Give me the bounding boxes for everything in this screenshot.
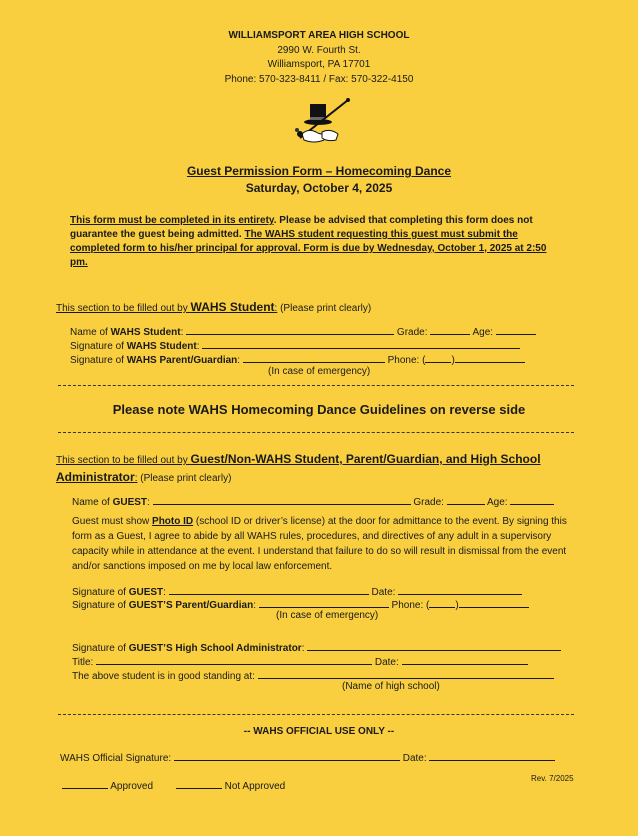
not-approved-checkbox[interactable] bbox=[176, 778, 222, 789]
student-name-field[interactable] bbox=[186, 324, 394, 335]
good-standing-row: The above student is in good standing at: bbox=[72, 668, 554, 682]
guest-signature-row: Signature of GUEST: Date: bbox=[72, 584, 522, 598]
student-parent-area-code-field[interactable] bbox=[425, 352, 451, 363]
guest-name-field[interactable] bbox=[153, 494, 411, 505]
student-parent-signature-row: Signature of WAHS Parent/Guardian: Phone: ( ) bbox=[70, 352, 525, 366]
official-signature-row: WAHS Official Signature: Date: bbox=[60, 750, 555, 764]
school-address-street: 2990 W. Fourth St. bbox=[277, 45, 361, 56]
student-emergency-note: (In case of emergency) bbox=[268, 366, 371, 377]
admin-signature-row: Signature of GUEST’S High School Administrator: bbox=[72, 640, 561, 654]
top-hat-cane-gloves-icon bbox=[292, 98, 352, 146]
guest-parent-signature-row: Signature of GUEST’S Parent/Guardian: Phone: ( ) bbox=[72, 597, 529, 611]
guest-signature-field[interactable] bbox=[169, 584, 369, 595]
approved-checkbox[interactable] bbox=[62, 778, 108, 789]
guest-section-heading: This section to be filled out by Guest/Non-WAHS Student, Parent/Guardian, and High School bbox=[56, 452, 541, 466]
form-title: Guest Permission Form – Homecoming Dance bbox=[186, 164, 452, 178]
school-name-note: (Name of high school) bbox=[342, 681, 440, 692]
event-date: Saturday, October 4, 2025 bbox=[245, 181, 393, 195]
high-school-name-field[interactable] bbox=[258, 668, 554, 679]
notice-entirety: This form must be completed in its entirety bbox=[70, 215, 274, 226]
school-address-city: Williamsport, PA 17701 bbox=[267, 59, 371, 70]
divider bbox=[58, 432, 574, 433]
admin-title-field[interactable] bbox=[96, 654, 372, 665]
guest-agreement-paragraph: Guest must show Photo ID (school ID or driver’s license) at the door for admittance to the event. By signing this form as a Guest, I agree to abide by all WAHS rules, procedures, and directives of any adult in a supervisory capacity while in attendance at the event. I understand that failure to do so will result in dismissal from the event and/or sanctions imposed on me by local law enforcement. bbox=[72, 516, 567, 572]
guest-grade-field[interactable] bbox=[447, 494, 485, 505]
student-name-row: Name of WAHS Student: Grade: Age: bbox=[70, 324, 536, 338]
student-signature-field[interactable] bbox=[202, 338, 520, 349]
notice-advisory: . Please be advised that completing this form does not guarantee the guest being admitted. bbox=[70, 215, 533, 240]
official-signature-field[interactable] bbox=[174, 750, 400, 761]
student-parent-phone-field[interactable] bbox=[455, 352, 525, 363]
student-parent-signature-field[interactable] bbox=[243, 352, 385, 363]
revision-label: Rev. 7/2025 bbox=[531, 774, 574, 783]
admin-signature-field[interactable] bbox=[307, 640, 561, 651]
official-use-heading: -- WAHS OFFICIAL USE ONLY -- bbox=[243, 726, 395, 737]
guest-age-field[interactable] bbox=[510, 494, 554, 505]
student-age-field[interactable] bbox=[496, 324, 536, 335]
admin-date-field[interactable] bbox=[402, 654, 528, 665]
official-date-field[interactable] bbox=[429, 750, 555, 761]
school-phone-fax: Phone: 570-323-8411 / Fax: 570-322-4150 bbox=[224, 74, 414, 85]
student-grade-field[interactable] bbox=[430, 324, 470, 335]
guest-section-heading-line2: Administrator: (Please print clearly) bbox=[56, 470, 232, 484]
guest-parent-signature-field[interactable] bbox=[259, 597, 389, 608]
guest-parent-phone-field[interactable] bbox=[459, 597, 529, 608]
form-notice bbox=[70, 214, 560, 270]
divider bbox=[58, 385, 574, 386]
approval-row: Approved Not Approved bbox=[62, 778, 285, 792]
school-name: WILLIAMSPORT AREA HIGH SCHOOL bbox=[228, 30, 410, 41]
guest-emergency-note: (In case of emergency) bbox=[276, 610, 379, 621]
divider bbox=[58, 714, 574, 715]
guidelines-note: Please note WAHS Homecoming Dance Guidelines on reverse side bbox=[112, 402, 526, 417]
notice-deadline: The WAHS student requesting this guest must submit the completed form to his/her principal for approval. Form is due by Wednesday, October 1, 2025 at 2:50 pm. bbox=[70, 229, 547, 268]
guest-name-row: Name of GUEST: Grade: Age: bbox=[72, 494, 554, 508]
student-signature-row: Signature of WAHS Student: bbox=[70, 338, 520, 352]
student-section-heading: This section to be filled out by WAHS Student: (Please print clearly) bbox=[56, 300, 372, 314]
admin-title-row: Title: Date: bbox=[72, 654, 528, 668]
guest-date-field[interactable] bbox=[398, 584, 522, 595]
guest-parent-area-code-field[interactable] bbox=[429, 597, 455, 608]
